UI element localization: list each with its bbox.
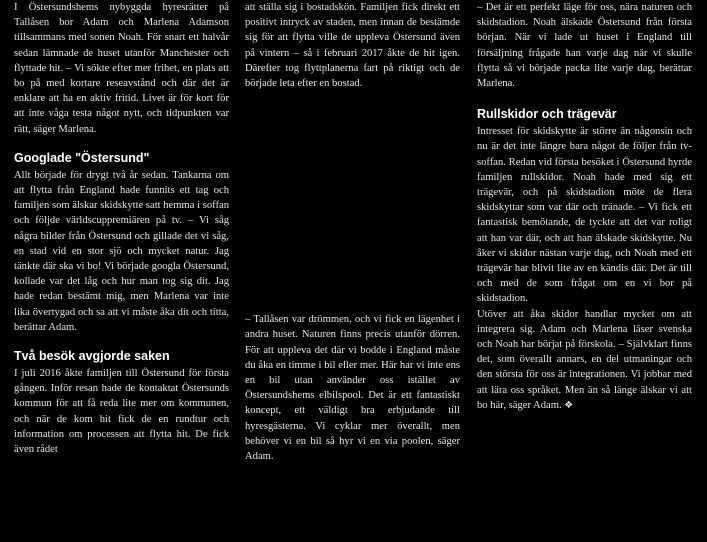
paragraph-tallasen: – Tallåsen var drömmen, och vi fick en lägenhet i andra huset. Naturen finns precis utanför dörren. För att uppleva det där vi bodde i England måste du åka en timme i bil eller mer. Här har vi inte ens en bil utan använder oss istället av Östersundshems elbilspool. Det är ett fantastiskt koncept, ett väldigt bra erbjudande till hyresgästerna. Vi cyklar mer överallt, men behöver vi en bil så hyr vi en via poolen, säger Adam. [245, 314, 460, 463]
subheading-googlade: Googlade "Östersund" [14, 150, 150, 165]
paragraph-tva-besok: I juli 2016 åkte familjen till Östersund för första gången. Inför resan hade de kontaktat Östersunds kommun för att få reda lite mer om kommunen, och när de kom hit fick de en rundtur och information om processen att flytta hit. De fick även rådet [14, 368, 229, 456]
column-1 [14, 0, 229, 457]
subheading-rullskidor: Rullskidor och trägevär [477, 107, 617, 122]
image-gap [245, 91, 460, 312]
subheading-tva-besok: Två besök avgjorde saken [14, 349, 170, 364]
paragraph-integration [477, 307, 692, 413]
column-2 [245, 0, 460, 464]
intro-paragraph: I Östersundshems nybyggda hyresrätter på Tallåsen bor Adam och Marlena Adamson tillsammans med sonen Noah. För snart ett halvår sedan lämnade de huset utanför Manchester och flyttade hit. – Vi sökte efter mer frihet, en plats att bo på med kortare reseavstånd och där det är enklare att ha en aktiv fritid. Livet är för kort för att inte våga testa något nytt, och tidpunkten var rätt, säger Marlena. [14, 2, 229, 135]
paragraph-perfekt-lage: – Det är ett perfekt läge för oss, nära naturen och skidstadion. Noah älskade Östersund från första början. När vi lade ut huset i England till försäljning frågade han varje dag när vi skulle flytta så vi började packa lite varje dag, berättar Marlena. [477, 2, 692, 90]
paragraph-rullskidor: Intresset för skidskytte är större än någonsin och nu är det inte längre bara något de följer från tv-soffan. Redan vid första besöket i Östersund hyrde familjen rullskidor. Noah hade med sig ett trägevär, och på skidstadion möte de flera skidskyttar som var där och tränade. – Vi fick ett fantastisk bemötande, de tyckte att det var roligt att han var där, och att han älskade skidskytte. Nu åker vi skidor nästan varje dag, och Noah med ett trägevär har blivit lite av en kändis där. Det är till och med de som frågat om en vi bor på skidstadion. [477, 126, 692, 305]
paragraph-googlade: Allt började för drygt två år sedan. Tankarna om att flytta från England hade funnits ett tag och familjen som älskar skidskytte satt hemma i soffan och följde världscuppremiären på tv. – Vi såg några bilder från Östersund och gillade det vi såg, en stad vid en stor sjö och mycket natur. Jag tänkte där ska vi bo! Vi började googla Östersund, kollade var det låg och hur man tog sig dit. Jag hade redan bestämt mig, men Marlena var inte lika övertygad och sa att vi måste åka dit och titta, berättar Adam. [14, 169, 229, 333]
integration-text: Utöver att åka skidor handlar mycket om att integrera sig. Adam och Marlena läser svenska och Noah har börjat på förskola. – Självklart finns det, som överallt annars, en del utmaningar och den största för oss är integrationen. Vi jobbar med att lära oss språket. Men än så länge älskar vi att bo här, säger Adam. [477, 308, 692, 411]
paragraph-bostadskon: att ställa sig i bostadskön. Familjen fick direkt ett positivt intryck av staden, men innan de bestämde sig för att flytta ville de uppleva Östersund även på vintern – så i februari 2017 åkte de hit igen. Därefter tog flyttplanerna fart på riktigt och de började leta efter en bostad. [245, 2, 460, 90]
column-3 [477, 0, 692, 413]
end-mark-icon: ❖ [564, 399, 574, 411]
